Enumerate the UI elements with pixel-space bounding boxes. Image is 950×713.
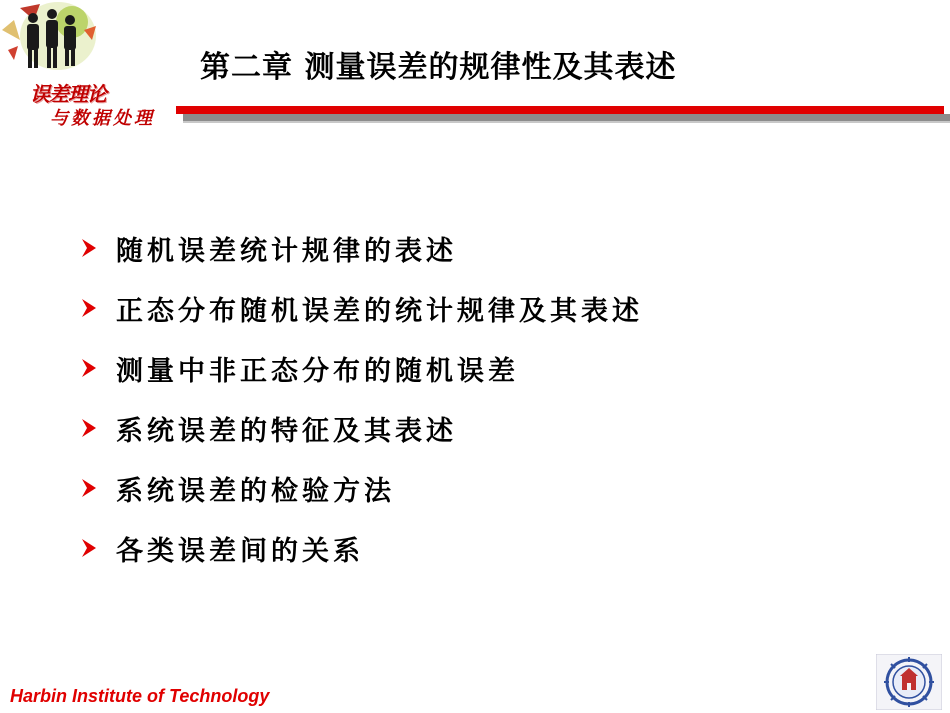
chevron-right-icon	[82, 299, 96, 317]
university-emblem-icon	[876, 654, 942, 710]
chevron-right-icon	[82, 419, 96, 437]
bullet-text: 各类误差间的关系	[116, 535, 364, 567]
chevron-right-icon	[82, 359, 96, 377]
list-item	[82, 398, 643, 458]
bullet-list	[82, 218, 643, 578]
list-item	[82, 518, 643, 578]
bullet-text: 测量中非正态分布的随机误差	[116, 355, 519, 387]
bullet-text: 系统误差的特征及其表述	[116, 415, 457, 447]
course-name-line1: 误差理论	[30, 82, 106, 106]
chevron-right-icon	[82, 479, 96, 497]
bullet-text: 随机误差统计规律的表述	[116, 235, 457, 267]
business-people-logo-icon	[0, 0, 100, 72]
bullet-text: 系统误差的检验方法	[116, 475, 395, 507]
title-rule-gray	[183, 114, 950, 121]
chevron-right-icon	[82, 539, 96, 557]
list-item	[82, 338, 643, 398]
course-name-line2: 与数据处理	[50, 108, 155, 129]
slide-title: 第二章 测量误差的规律性及其表述	[200, 50, 677, 85]
title-rule-red	[176, 106, 944, 114]
title-rule-shadow	[183, 121, 950, 123]
list-item	[82, 278, 643, 338]
institute-name: Harbin Institute of Technology	[10, 686, 270, 706]
chevron-right-icon	[82, 239, 96, 257]
list-item	[82, 458, 643, 518]
bullet-text: 正态分布随机误差的统计规律及其表述	[116, 295, 643, 327]
list-item	[82, 218, 643, 278]
